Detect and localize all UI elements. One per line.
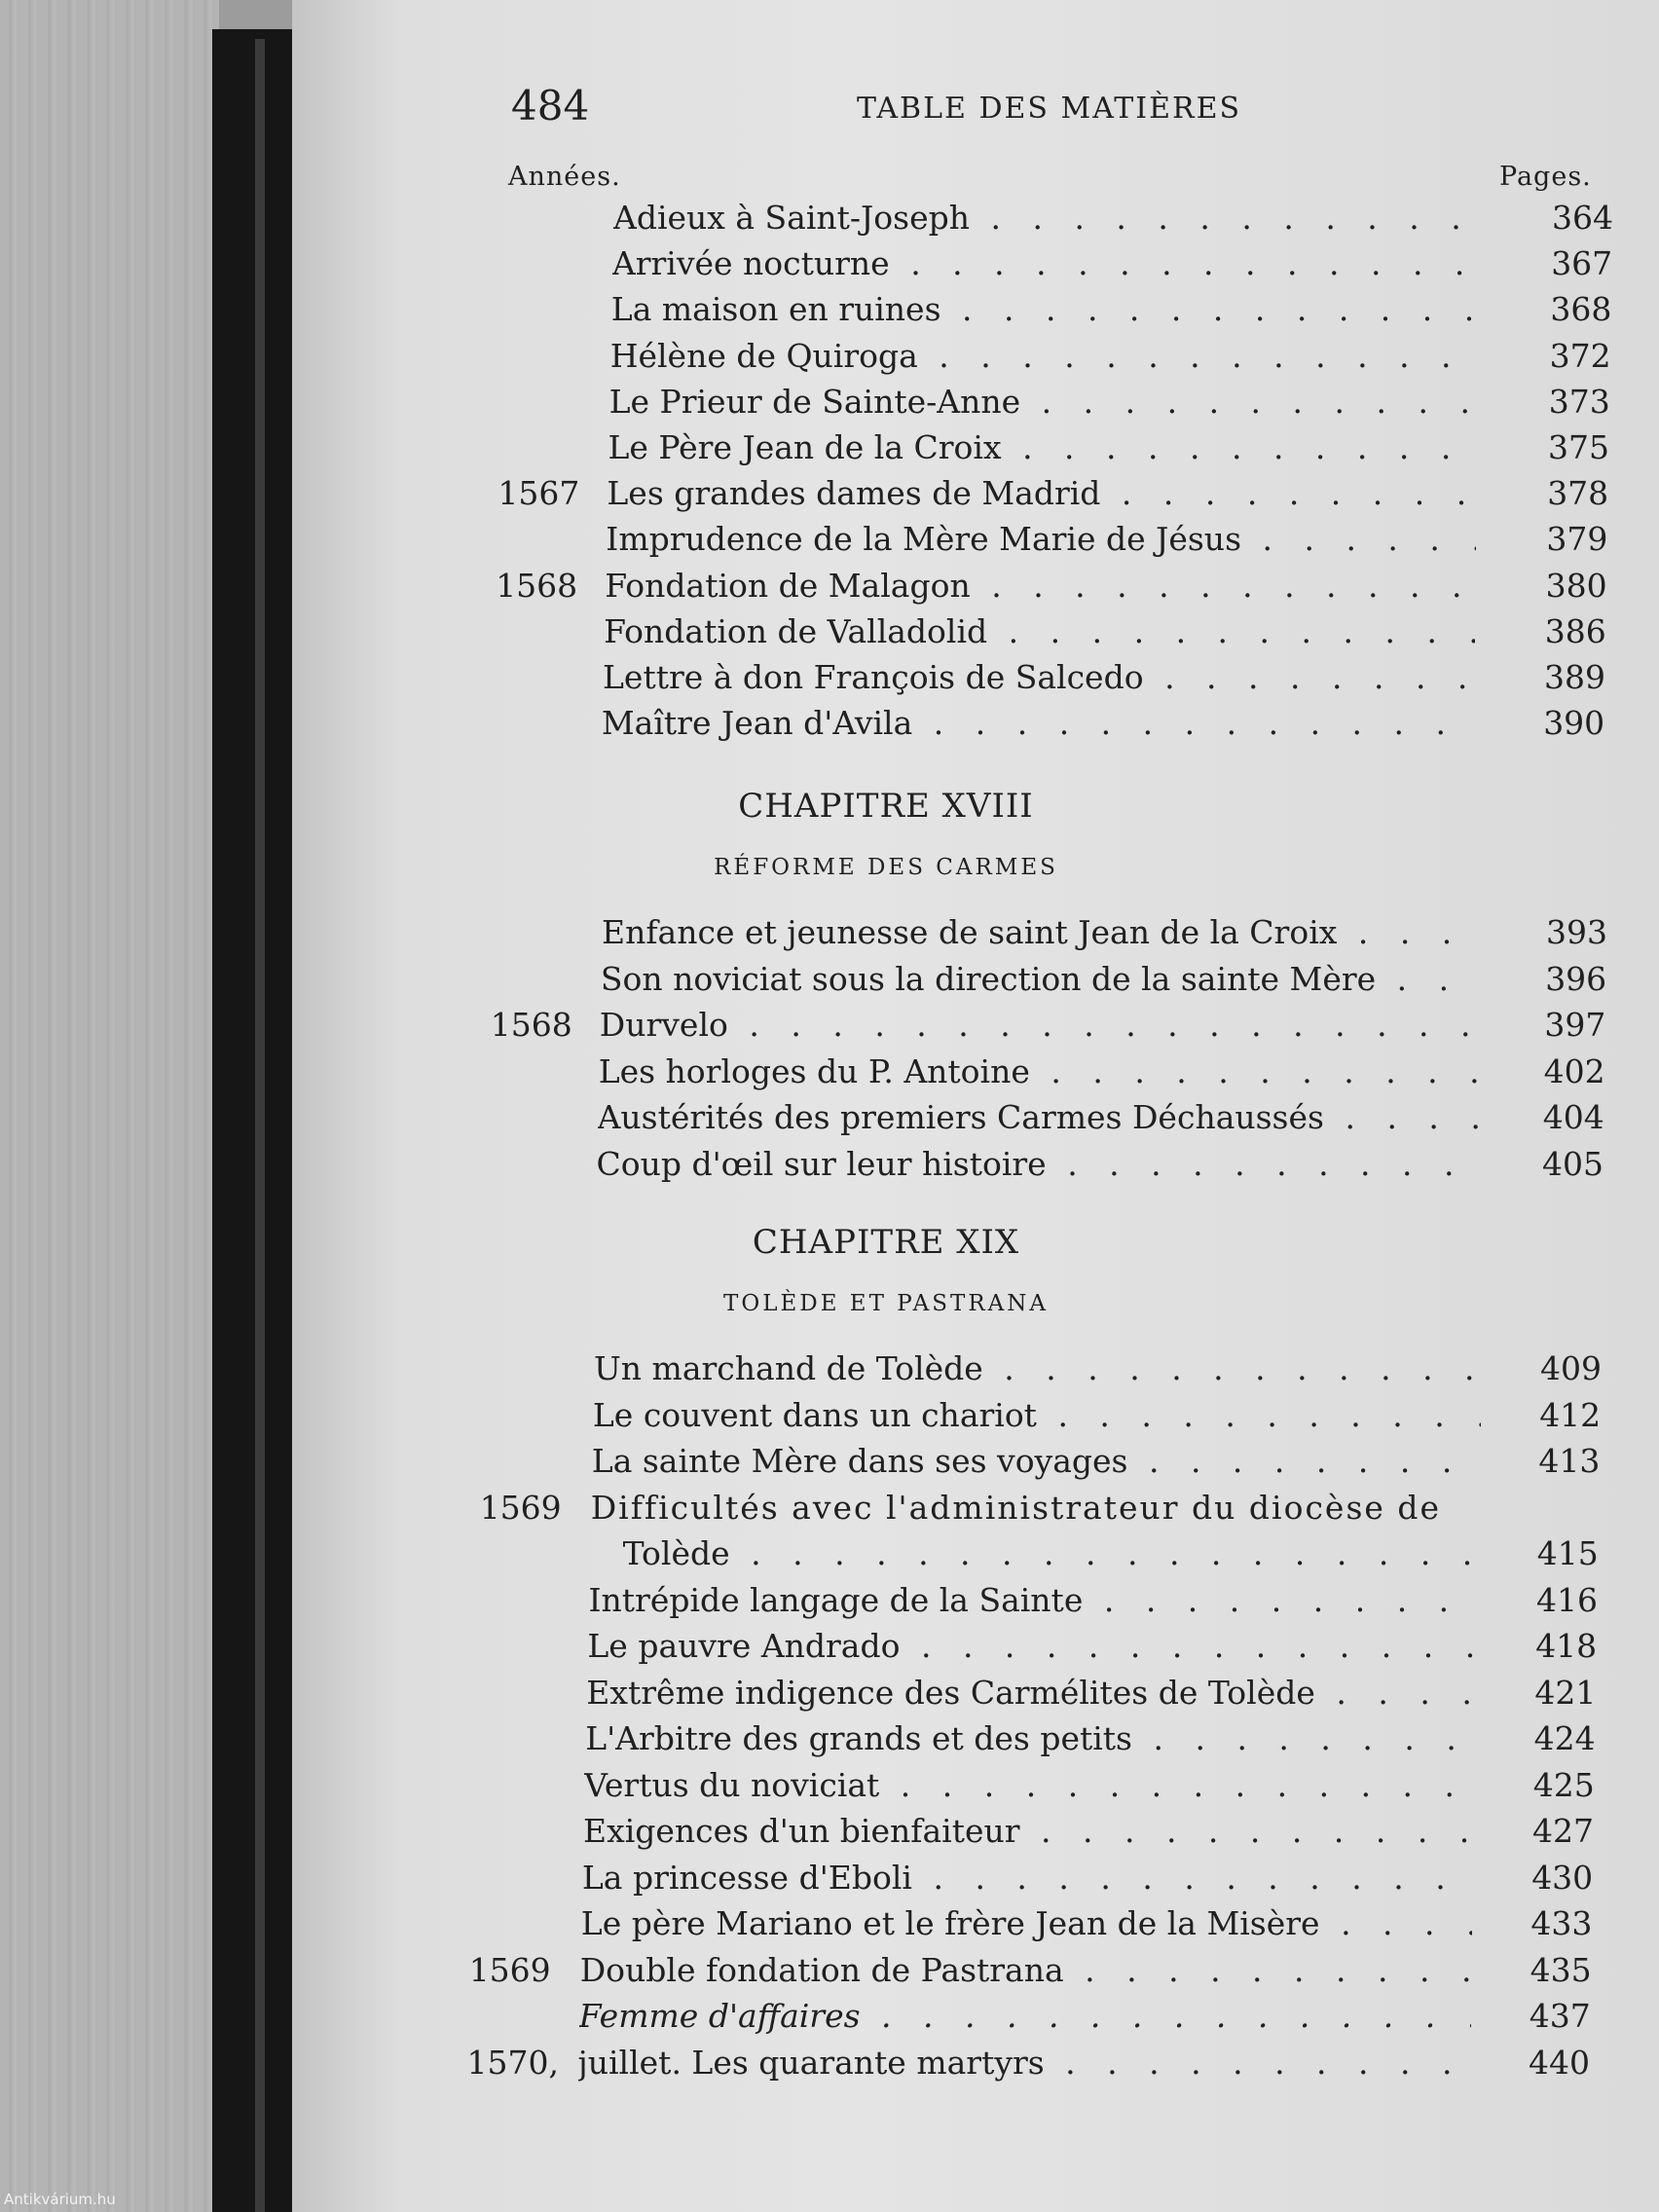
toc-entry xyxy=(292,1766,1655,1811)
toc-entry-page: 433 xyxy=(1530,1904,1593,1942)
toc-entry-page: 396 xyxy=(1545,959,1607,998)
toc-entry-year: 1569 xyxy=(479,1488,562,1527)
toc-entry xyxy=(292,1997,1655,2042)
toc-entry-title: Fondation de Valladolid . . . xyxy=(604,612,1475,650)
toc-entry xyxy=(292,1052,1655,1097)
toc-entry-page: 437 xyxy=(1529,1997,1591,2035)
toc-entry xyxy=(292,244,1655,289)
toc-entry-page: 364 xyxy=(1552,199,1613,237)
toc-entry-page: 402 xyxy=(1543,1051,1605,1090)
toc-entry xyxy=(292,960,1655,1005)
chapter-heading: CHAPITRE XVIII xyxy=(738,787,1034,826)
toc-entry-page: 368 xyxy=(1550,290,1612,329)
toc-entry-title: La princesse d'Eboli . . . xyxy=(582,1859,1473,1897)
toc-entry xyxy=(292,704,1655,749)
toc-entry-title: Tolède . . . xyxy=(623,1534,1479,1572)
toc-entry xyxy=(292,1719,1655,1764)
toc-entry xyxy=(292,428,1655,473)
toc-entry-title: Maître Jean d'Avila . . . xyxy=(602,704,1473,742)
toc-entry-page: 380 xyxy=(1545,566,1607,605)
pages-column-label: Pages. xyxy=(1499,162,1592,192)
toc-entry-title: Le père Mariano et le frère Jean de la Misère . . . xyxy=(581,1904,1473,1942)
book-spine-edge xyxy=(255,39,265,2212)
toc-entry-page: 367 xyxy=(1551,244,1613,283)
toc-entry-title: Les horloges du P. Antoine . . . xyxy=(599,1052,1480,1090)
toc-entry-page: 427 xyxy=(1532,1812,1594,1850)
chapter-subtitle: RÉFORME DES CARMES xyxy=(714,855,1058,880)
toc-entry xyxy=(292,1006,1655,1051)
toc-entry xyxy=(292,658,1655,703)
toc-entry-title: Arrivée nocturne . . . xyxy=(612,244,1481,282)
toc-entry-page: 405 xyxy=(1542,1145,1604,1183)
toc-entry-page: 418 xyxy=(1535,1627,1598,1665)
toc-entry-title: Son noviciat sous la direction de la sainte Mère . . . xyxy=(601,960,1481,998)
toc-entry-title: Lettre à don François de Salcedo . . . xyxy=(603,658,1474,696)
toc-entry xyxy=(292,1812,1655,1857)
toc-entry xyxy=(292,337,1655,382)
toc-entry xyxy=(292,199,1655,243)
toc-entry-page: 440 xyxy=(1529,2043,1590,2082)
book-page xyxy=(292,0,1659,2212)
page-number: 484 xyxy=(511,82,590,129)
toc-entry-title: Difficultés avec l'administrateur du diocèse de xyxy=(590,1488,1442,1527)
toc-entry-page: 389 xyxy=(1544,658,1605,696)
toc-entry xyxy=(292,290,1655,335)
toc-entry-title: Enfance et jeunesse de saint Jean de la Croix . . . xyxy=(602,913,1482,951)
toc-entry-title: Coup d'œil sur leur histoire . . . xyxy=(597,1145,1479,1183)
toc-entry xyxy=(292,520,1655,565)
toc-entry xyxy=(292,2044,1655,2088)
toc-entry-year: 1569 xyxy=(468,1950,551,1989)
toc-entry-title: Le Père Jean de la Croix . . . xyxy=(608,428,1479,466)
toc-entry-page: 412 xyxy=(1539,1395,1602,1434)
toc-entry-page: 375 xyxy=(1548,428,1609,466)
toc-entry xyxy=(292,1534,1655,1579)
toc-entry xyxy=(292,1859,1655,1903)
toc-entry xyxy=(292,1145,1655,1190)
watermark: Antikvárium.hu xyxy=(4,2191,116,2208)
toc-entry xyxy=(292,913,1655,958)
toc-entry-page: 372 xyxy=(1549,336,1611,375)
toc-entry-page: 393 xyxy=(1546,913,1607,951)
toc-entry-page: 413 xyxy=(1538,1442,1601,1480)
toc-entry-page: 373 xyxy=(1548,382,1610,421)
book-spine xyxy=(212,29,296,2212)
toc-entry-year: 1567 xyxy=(498,474,580,513)
toc-entry-year: 1568 xyxy=(496,566,578,605)
toc-entry xyxy=(292,1904,1655,1949)
toc-entry xyxy=(292,1674,1655,1718)
toc-entry-title: Double fondation de Pastrana . . . xyxy=(580,1951,1472,1989)
toc-entry-title: La sainte Mère dans ses voyages . . . xyxy=(592,1442,1481,1480)
toc-entry-title: Hélène de Quiroga . . . xyxy=(610,337,1480,375)
toc-entry-title: La maison en ruines . . . xyxy=(611,290,1481,328)
toc-entry-page: 416 xyxy=(1536,1580,1598,1619)
toc-entry-title: Imprudence de la Mère Marie de Jésus . . . xyxy=(606,520,1476,558)
toc-entry xyxy=(292,1349,1655,1394)
toc-entry-year: 1570, xyxy=(466,2043,559,2082)
toc-entry-page: 379 xyxy=(1546,520,1608,559)
toc-entry-title: Les grandes dames de Madrid . . . xyxy=(607,474,1477,512)
toc-entry-title: Intrépide langage de la Sainte . . . xyxy=(589,1581,1479,1619)
toc-entry xyxy=(292,474,1655,519)
toc-entry-title: Fondation de Malagon . . . xyxy=(605,567,1475,605)
toc-entry xyxy=(292,1442,1655,1487)
toc-entry-page: 404 xyxy=(1542,1098,1604,1137)
toc-entry-page: 397 xyxy=(1544,1006,1606,1045)
toc-entry xyxy=(292,1098,1655,1143)
years-column-label: Années. xyxy=(508,162,621,192)
toc-entry-page: 386 xyxy=(1544,611,1606,650)
toc-entry-page: 424 xyxy=(1533,1719,1596,1757)
toc-entry xyxy=(292,383,1655,427)
toc-entry-title: Vertus du noviciat . . . xyxy=(584,1766,1475,1804)
running-title: TABLE DES MATIÈRES xyxy=(857,92,1242,126)
toc-entry-title: Le couvent dans un chariot . . . xyxy=(593,1396,1481,1434)
toc-entry-title: Durvelo . . . xyxy=(600,1006,1481,1044)
toc-entry xyxy=(292,567,1655,611)
toc-entry-page: 390 xyxy=(1543,704,1605,743)
toc-entry-title: Un marchand de Tolède . . . xyxy=(594,1349,1482,1387)
toc-entry-title: L'Arbitre des grands et des petits . . . xyxy=(585,1719,1475,1757)
toc-entry-title: Austérités des premiers Carmes Déchaussés . . . xyxy=(598,1098,1479,1136)
chapter-heading: CHAPITRE XIX xyxy=(752,1223,1020,1262)
toc-entry-title: Adieux à Saint-Joseph . . . xyxy=(613,199,1482,237)
toc-entry-page: 421 xyxy=(1534,1673,1597,1712)
table-surface xyxy=(0,0,219,2212)
toc-entry-page: 430 xyxy=(1531,1858,1594,1897)
toc-entry-page: 425 xyxy=(1532,1765,1595,1804)
toc-entry xyxy=(292,1627,1655,1672)
toc-entry xyxy=(292,1581,1655,1626)
toc-entry-title: juillet. Les quarante martyrs . . . xyxy=(578,2044,1471,2082)
toc-entry-page: 409 xyxy=(1540,1349,1602,1387)
toc-entry xyxy=(292,1489,1655,1533)
toc-entry-title: Le pauvre Andrado . . . xyxy=(587,1627,1477,1665)
toc-entry-title: Femme d'affaires . . . xyxy=(579,1997,1471,2035)
toc-entry xyxy=(292,612,1655,657)
toc-entry xyxy=(292,1951,1655,1996)
toc-entry xyxy=(292,1396,1655,1441)
toc-entry-year: 1568 xyxy=(490,1006,572,1045)
toc-entry-title: Exigences d'un bienfaiteur . . . xyxy=(583,1812,1474,1850)
toc-entry-page: 415 xyxy=(1536,1534,1599,1572)
chapter-subtitle: TOLÈDE ET PASTRANA xyxy=(723,1291,1049,1316)
toc-entry-page: 435 xyxy=(1530,1950,1592,1989)
toc-entry-page: 378 xyxy=(1547,474,1609,513)
toc-entry-title: Extrême indigence des Carmélites de Tolède . . . xyxy=(586,1674,1476,1712)
toc-entry-title: Le Prieur de Sainte-Anne . . . xyxy=(609,383,1479,421)
